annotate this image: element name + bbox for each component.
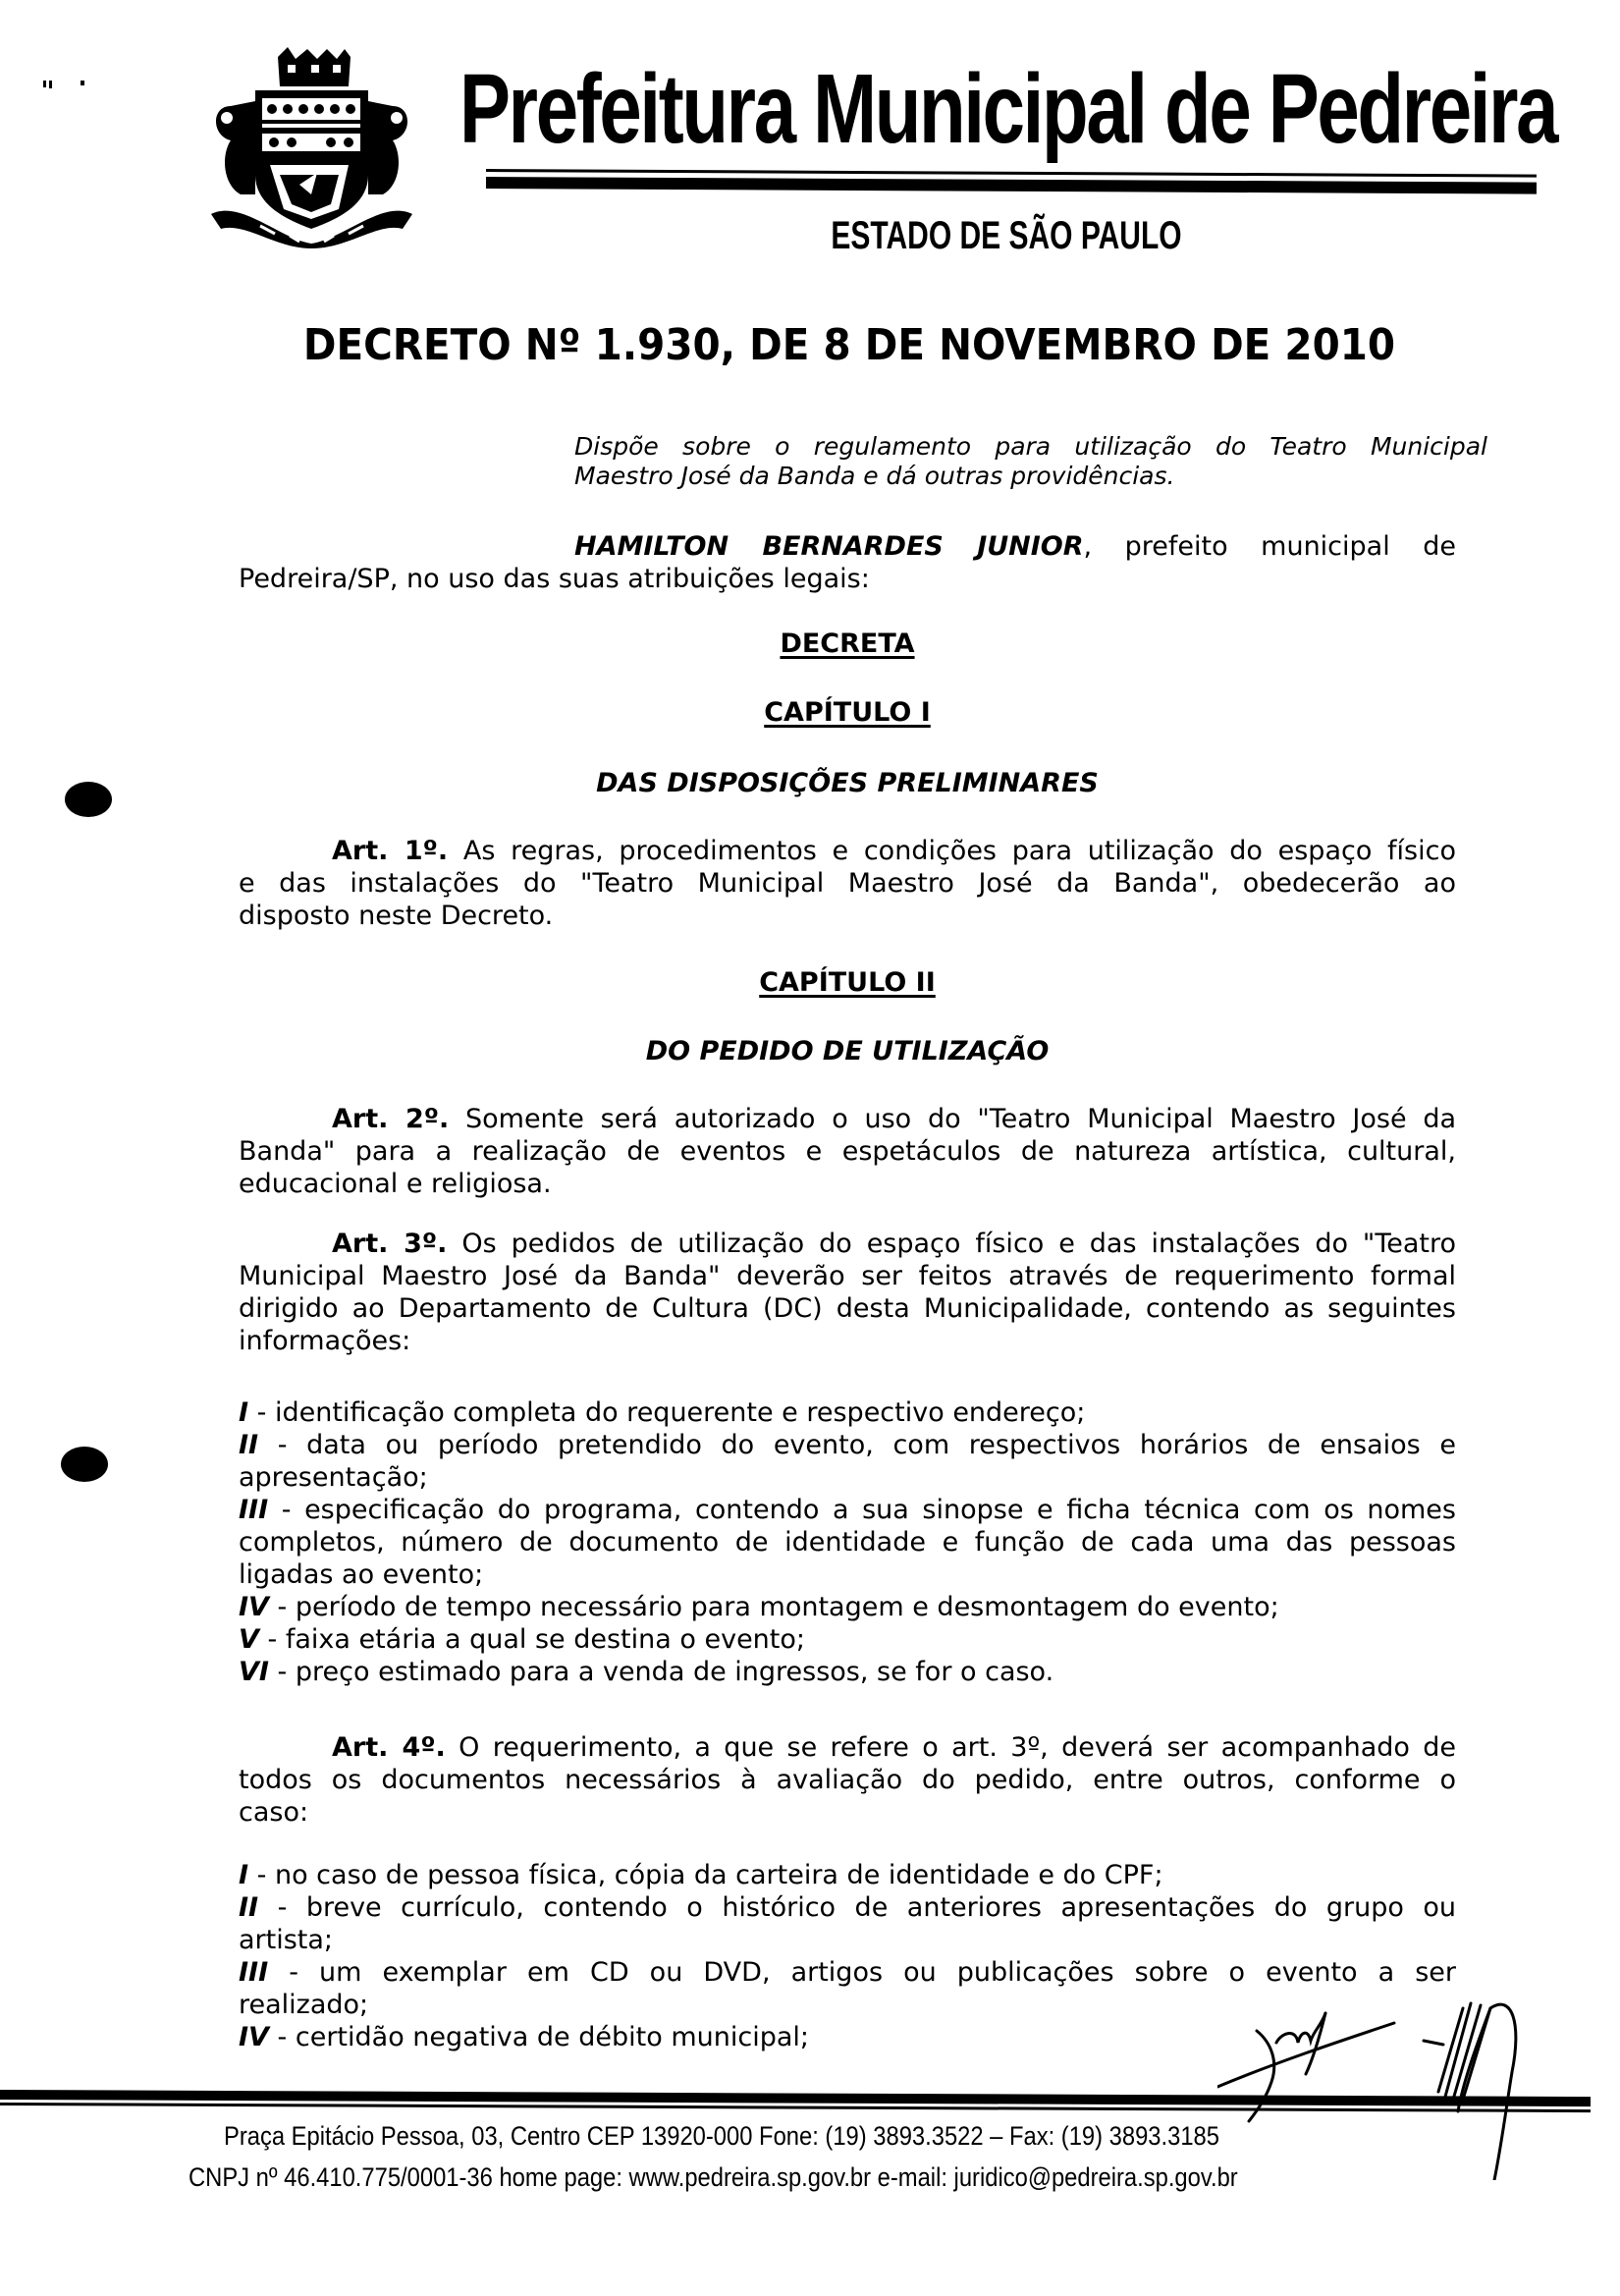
article-2 <box>239 1103 1456 1200</box>
inciso-item <box>239 1859 1456 1891</box>
article-line <box>239 1103 1456 1135</box>
decree-summary-line: Maestro José da Banda e dá outras providências. <box>574 462 1175 490</box>
inciso-separator: - <box>258 1624 286 1655</box>
inciso-number: I <box>239 1397 249 1428</box>
article-4 <box>239 1731 1456 1829</box>
article-line <box>239 1731 1456 1764</box>
inciso-number: IV <box>239 1592 269 1622</box>
inciso-number: III <box>239 1957 269 1988</box>
article-line: Municipal Maestro José da Banda" deverão ser feitos através de requerimento formal <box>239 1261 1456 1291</box>
article-3-items <box>239 1396 1456 1688</box>
article-line: caso: <box>239 1797 309 1828</box>
decree-summary-line: Dispõe sobre o regulamento para utilização do Teatro Municipal <box>574 432 1487 461</box>
article-label: Art. 4º. <box>332 1732 446 1763</box>
inciso-separator: - <box>268 1957 319 1988</box>
article-label: Art. 2º. <box>332 1104 450 1134</box>
article-line: disposto neste Decreto. <box>239 901 554 931</box>
inciso-number: II <box>239 1430 259 1460</box>
inciso-text: data ou período pretendido do evento, com respectivos horários de ensaios e <box>306 1430 1456 1460</box>
inciso-text: faixa etária a qual se destina o evento; <box>285 1624 805 1655</box>
header-rule-thick <box>486 177 1537 194</box>
article-label: Art. 1º. <box>332 836 449 866</box>
article-line: informações: <box>239 1326 411 1356</box>
inciso-text: preço estimado para a venda de ingressos, se for o caso. <box>295 1657 1054 1687</box>
inciso-item <box>239 1494 1456 1526</box>
signature-icon <box>1217 1984 1591 2180</box>
inciso-text: período de tempo necessário para montagem e desmontagem do evento; <box>295 1592 1279 1622</box>
chapter-label-text: CAPÍTULO I <box>764 697 931 728</box>
inciso-separator: - <box>268 1495 305 1525</box>
article-line: todos os documentos necessários à avaliação do pedido, entre outros, conforme o <box>239 1765 1456 1795</box>
chapter-title: DAS DISPOSIÇÕES PRELIMINARES <box>596 768 1099 798</box>
inciso-separator: - <box>268 1592 296 1622</box>
inciso-continuation: realizado; <box>239 1990 369 2020</box>
inciso-item <box>239 1396 1456 1429</box>
scan-speck <box>81 81 84 85</box>
organization-name: Prefeitura Municipal de Pedreira <box>459 54 1557 164</box>
preamble <box>239 530 1456 595</box>
inciso-text: breve currículo, contendo o histórico de anteriores apresentações do grupo ou <box>305 1892 1456 1923</box>
inciso-number: VI <box>239 1657 269 1687</box>
preamble-line: Pedreira/SP, no uso das suas atribuições legais: <box>239 564 870 594</box>
inciso-text: especificação do programa, contendo a sua sinopse e ficha técnica com os nomes <box>304 1495 1456 1525</box>
decree-title: DECRETO Nº 1.930, DE 8 DE NOVEMBRO DE 2010 <box>302 320 1396 370</box>
header-rule-thin <box>486 169 1537 178</box>
article-line <box>239 1228 1456 1260</box>
scan-speck <box>43 81 46 87</box>
article-label: Art. 3º. <box>332 1229 448 1259</box>
article-line <box>239 835 1456 867</box>
inciso-separator: - <box>258 1892 306 1923</box>
preamble-line <box>239 530 1456 563</box>
article-3 <box>239 1228 1456 1357</box>
inciso-separator: - <box>248 1397 275 1428</box>
inciso-continuation: completos, número de documento de identidade e função de cada uma das pessoas <box>239 1527 1456 1558</box>
article-line: Banda" para a realização de eventos e espetáculos de natureza artística, cultural, <box>239 1136 1456 1167</box>
chapter-label <box>239 697 1456 728</box>
enactment-heading-text: DECRETA <box>780 629 915 659</box>
inciso-separator: - <box>248 1860 275 1890</box>
decree-summary <box>574 432 1487 491</box>
inciso-separator: - <box>268 2022 296 2052</box>
inciso-item <box>239 1656 1456 1688</box>
mayor-name: HAMILTON BERNARDES JUNIOR <box>574 531 1084 562</box>
inciso-continuation: apresentação; <box>239 1462 428 1493</box>
preamble-text: , prefeito municipal de <box>1083 531 1456 562</box>
article-1 <box>239 835 1456 932</box>
enactment-heading <box>239 629 1456 659</box>
scan-speck <box>49 81 52 88</box>
inciso-text: no caso de pessoa física, cópia da carteira de identidade e do CPF; <box>274 1860 1163 1890</box>
chapter-title: DO PEDIDO DE UTILIZAÇÃO <box>645 1036 1050 1066</box>
inciso-number: III <box>239 1495 269 1525</box>
chapter-label-text: CAPÍTULO II <box>759 967 936 998</box>
inciso-number: II <box>239 1892 259 1923</box>
article-line: educacional e religiosa. <box>239 1169 552 1199</box>
inciso-item <box>239 1429 1456 1461</box>
punch-hole-icon <box>61 1447 108 1482</box>
punch-hole-icon <box>65 782 112 817</box>
article-text: As regras, procedimentos e condições para utilização do espaço físico <box>448 836 1456 866</box>
inciso-item <box>239 1591 1456 1623</box>
inciso-separator: - <box>258 1430 307 1460</box>
inciso-item <box>239 1891 1456 1924</box>
inciso-text: um exemplar em CD ou DVD, artigos ou publicações sobre o evento a ser <box>319 1957 1456 1988</box>
article-line: e das instalações do "Teatro Municipal Maestro José da Banda", obedecerão ao <box>239 868 1456 899</box>
inciso-continuation: artista; <box>239 1925 334 1955</box>
chapter-label <box>239 967 1456 998</box>
inciso-continuation: ligadas ao evento; <box>239 1559 484 1590</box>
inciso-number: I <box>239 1860 249 1890</box>
inciso-number: V <box>239 1624 259 1655</box>
inciso-text: certidão negativa de débito municipal; <box>295 2022 809 2052</box>
state-name: ESTADO DE SÃO PAULO <box>831 214 1182 257</box>
article-line: dirigido ao Departamento de Cultura (DC) desta Municipalidade, contendo as seguintes <box>239 1293 1456 1324</box>
footer-address: Praça Epitácio Pessoa, 03, Centro CEP 13920-000 Fone: (19) 3893.3522 – Fax: (19) 3893.3185 <box>224 2121 1219 2151</box>
article-text: O requerimento, a que se refere o art. 3º, deverá ser acompanhado de <box>445 1732 1456 1763</box>
footer-contact: CNPJ nº 46.410.775/0001-36 home page: www.pedreira.sp.gov.br e-mail: juridico@pedreira.sp.gov.br <box>189 2162 1238 2192</box>
inciso-item <box>239 1623 1456 1656</box>
article-text: Somente será autorizado o uso do "Teatro Municipal Maestro José da <box>449 1104 1457 1134</box>
inciso-number: IV <box>239 2022 269 2052</box>
inciso-text: identificação completa do requerente e respectivo endereço; <box>274 1397 1086 1428</box>
article-text: Os pedidos de utilização do espaço físico e das instalações do "Teatro <box>447 1229 1457 1259</box>
inciso-separator: - <box>268 1657 296 1687</box>
